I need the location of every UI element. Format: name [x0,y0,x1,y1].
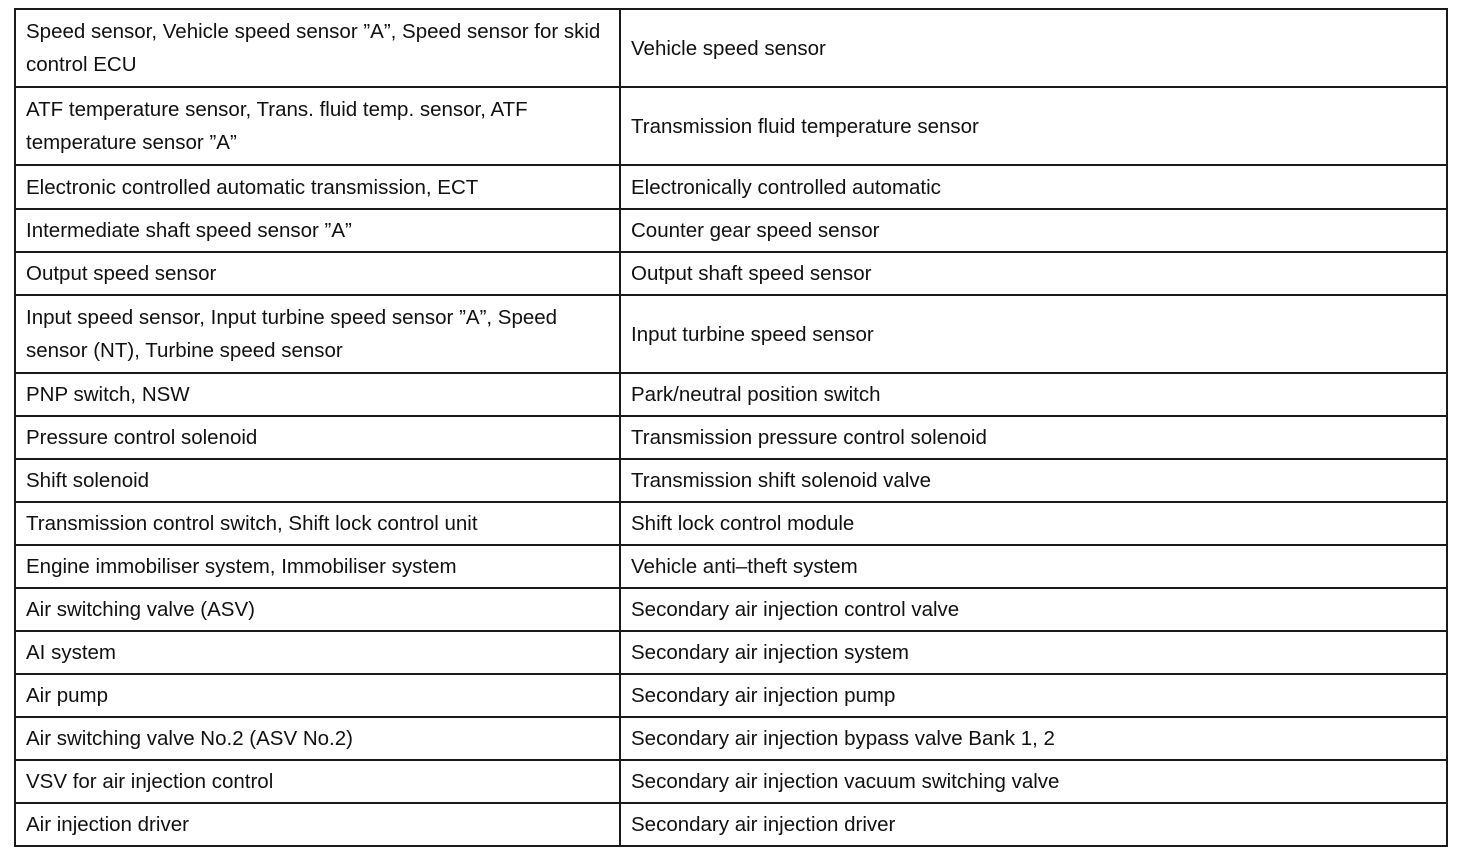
old-term-cell: Input speed sensor, Input turbine speed sensor ”A”, Speed sensor (NT), Turbine speed sensor [15,295,620,373]
old-term-cell: Output speed sensor [15,252,620,295]
new-term-cell: Secondary air injection pump [620,674,1447,717]
old-term-cell: Intermediate shaft speed sensor ”A” [15,209,620,252]
old-term-cell: VSV for air injection control [15,760,620,803]
old-term-cell: Electronic controlled automatic transmission, ECT [15,165,620,209]
new-term-cell: Input turbine speed sensor [620,295,1447,373]
old-term-cell: Air injection driver [15,803,620,846]
old-term-cell: Speed sensor, Vehicle speed sensor ”A”, Speed sensor for skid control ECU [15,9,620,87]
old-term-cell: Engine immobiliser system, Immobiliser system [15,545,620,588]
new-term-cell: Secondary air injection driver [620,803,1447,846]
old-term-cell: Pressure control solenoid [15,416,620,459]
new-term-cell: Transmission pressure control solenoid [620,416,1447,459]
new-term-cell: Secondary air injection vacuum switching valve [620,760,1447,803]
new-term-cell: Park/neutral position switch [620,373,1447,416]
table-row [15,717,1447,760]
old-term-cell: Air switching valve No.2 (ASV No.2) [15,717,620,760]
old-term-cell: PNP switch, NSW [15,373,620,416]
table-row [15,165,1447,209]
new-term-cell: Electronically controlled automatic [620,165,1447,209]
old-term-cell: Air pump [15,674,620,717]
new-term-cell: Output shaft speed sensor [620,252,1447,295]
old-term-cell: ATF temperature sensor, Trans. fluid temp. sensor, ATF temperature sensor ”A” [15,87,620,165]
new-term-cell: Transmission fluid temperature sensor [620,87,1447,165]
new-term-cell: Secondary air injection system [620,631,1447,674]
old-term-cell: Shift solenoid [15,459,620,502]
table-row [15,803,1447,846]
table-row [15,459,1447,502]
new-term-cell: Vehicle anti–theft system [620,545,1447,588]
new-term-cell: Secondary air injection control valve [620,588,1447,631]
table-row [15,9,1447,87]
table-row [15,295,1447,373]
table-row [15,373,1447,416]
table-row [15,502,1447,545]
table-row [15,631,1447,674]
table-row [15,674,1447,717]
table-row [15,416,1447,459]
new-term-cell: Transmission shift solenoid valve [620,459,1447,502]
table-row [15,545,1447,588]
table-row [15,87,1447,165]
terminology-table [14,8,1448,847]
old-term-cell: Transmission control switch, Shift lock control unit [15,502,620,545]
new-term-cell: Counter gear speed sensor [620,209,1447,252]
new-term-cell: Secondary air injection bypass valve Bank 1, 2 [620,717,1447,760]
table-row [15,588,1447,631]
table-row [15,760,1447,803]
old-term-cell: AI system [15,631,620,674]
new-term-cell: Shift lock control module [620,502,1447,545]
terminology-table-body [15,9,1447,846]
new-term-cell: Vehicle speed sensor [620,9,1447,87]
old-term-cell: Air switching valve (ASV) [15,588,620,631]
table-row [15,252,1447,295]
table-row [15,209,1447,252]
